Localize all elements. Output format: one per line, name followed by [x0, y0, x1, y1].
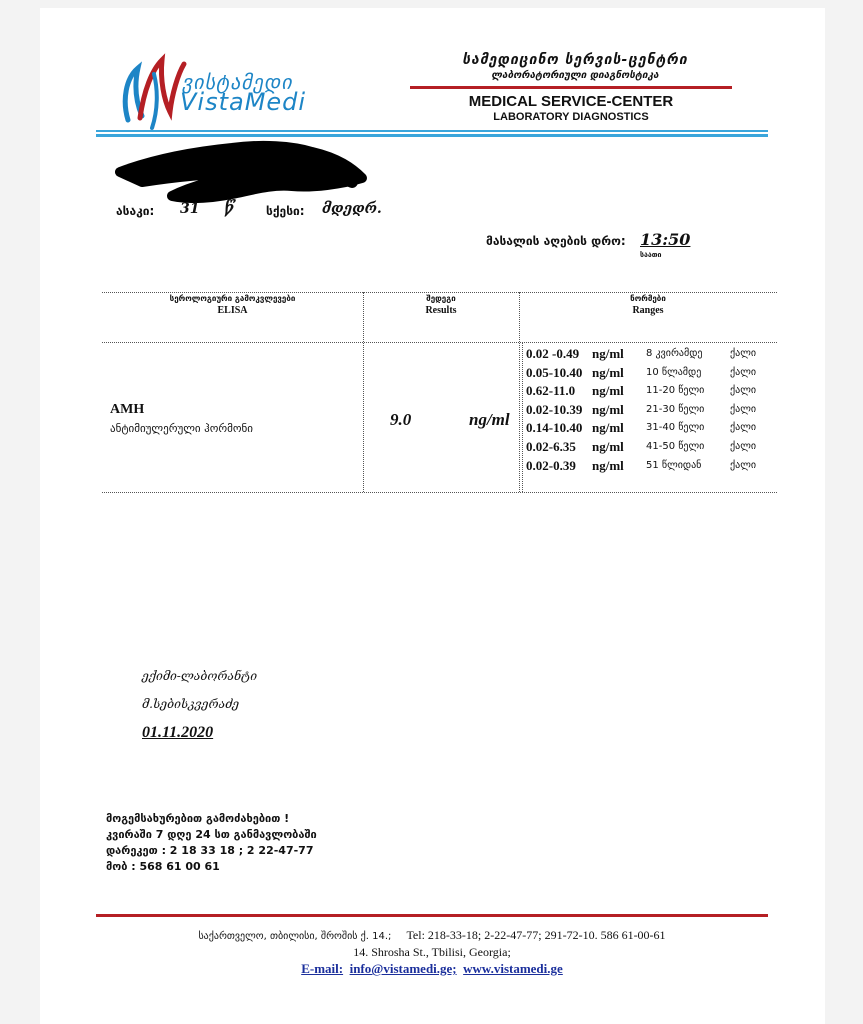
- range-value: 0.02-6.35: [526, 439, 576, 454]
- result-unit: ng/ml: [469, 410, 510, 429]
- age-value: 31: [180, 201, 200, 217]
- range-value: 0.14-10.40: [526, 420, 583, 436]
- table-header-border: [102, 342, 777, 343]
- range-sex: ქალი: [730, 348, 757, 359]
- header-col3-geo: ნორმები: [630, 294, 666, 303]
- website-link[interactable]: www.vistamedi.ge: [463, 961, 563, 976]
- range-sex: ქალი: [730, 403, 757, 415]
- range-row: [526, 346, 776, 364]
- footer-address-geo: საქართველო, თბილისი, შროშის ქ. 14.;: [198, 931, 392, 942]
- footer-red-divider: [96, 914, 768, 917]
- sample-time-label: მასალის აღების დრო:: [486, 234, 626, 248]
- contact-line-2: კვირაში 7 დღე 24 სთ განმავლობაში: [106, 828, 317, 841]
- range-age-group: 8 კვირამდე: [646, 348, 703, 359]
- logo-latin-text: VistaMedi: [180, 88, 307, 116]
- range-unit: ng/ml: [592, 420, 624, 436]
- test-name-georgian: ანტიმიულერული ჰორმონი: [110, 422, 253, 435]
- table-bottom-border: [102, 492, 777, 493]
- range-row: [526, 365, 776, 383]
- redacted-name-mark: [112, 138, 372, 208]
- header-col2-geo: შედეგი: [426, 294, 456, 303]
- range-value: 0.02 -0.49: [526, 346, 580, 361]
- range-unit: ng/ml: [592, 346, 624, 361]
- sex-label: სქესი:: [266, 204, 305, 218]
- range-row: [526, 402, 776, 420]
- header-english-subtitle: LABORATORY DIAGNOSTICS: [493, 111, 649, 123]
- header-blue-divider-thick: [96, 134, 768, 137]
- header-blue-divider: [96, 130, 768, 132]
- range-value: 0.02-0.39: [526, 457, 576, 473]
- sample-time-value: 13:50: [640, 230, 691, 249]
- range-row: [526, 420, 776, 438]
- header-english-title: MEDICAL SERVICE-CENTER: [468, 93, 674, 110]
- lab-technician-name: მ.სებისკვერაძე: [142, 697, 240, 711]
- header-col1-geo: სეროლოგიური გამოკვლევები: [169, 294, 296, 303]
- range-age-group: 41-50 წელი: [646, 441, 705, 452]
- range-sex: ქალი: [730, 459, 757, 471]
- range-age-group: 10 წლამდე: [646, 366, 702, 378]
- contact-line-4: მობ : 568 61 00 61: [106, 860, 220, 873]
- test-name: AMH: [110, 402, 145, 417]
- range-age-group: 21-30 წელი: [646, 403, 705, 415]
- range-sex: ქალი: [730, 385, 757, 397]
- range-unit: ng/ml: [592, 401, 624, 417]
- range-unit: ng/ml: [592, 383, 624, 399]
- range-row: [526, 439, 776, 457]
- table-column-divider-2: [519, 292, 520, 492]
- range-value: 0.02-10.39: [526, 401, 583, 417]
- table-column-divider-1: [363, 292, 364, 492]
- header-georgian-subtitle: ლაბორატორიული დიაგნოსტიკა: [491, 70, 659, 81]
- report-date: 01.11.2020: [142, 724, 214, 741]
- lab-report-page: [40, 8, 825, 1024]
- range-row: [526, 383, 776, 401]
- range-sex: ქალი: [730, 422, 757, 434]
- range-sex: ქალი: [730, 366, 757, 378]
- contact-line-3: დარეკეთ : 2 18 33 18 ; 2 22-47-77: [106, 844, 314, 857]
- footer-address-phones: [96, 928, 768, 943]
- header-red-divider: [410, 86, 732, 89]
- logo-georgian-text: ვისტამედი: [182, 70, 293, 94]
- range-age-group: 51 წლიდან: [646, 459, 702, 471]
- footer-phones: Tel: 218-33-18; 2-22-47-77; 291-72-10. 586 61-00-61: [406, 928, 666, 942]
- range-unit: ng/ml: [592, 439, 624, 454]
- age-label: ასაკი:: [116, 204, 155, 218]
- lab-technician-role: ექიმი-ლაბორანტი: [142, 669, 258, 683]
- sex-value: მდედრ.: [322, 201, 382, 217]
- header-col1-en: ELISA: [217, 305, 248, 316]
- range-age-group: 31-40 წელი: [646, 422, 705, 434]
- email-label: E-mail:: [301, 961, 344, 976]
- table-column-divider-2b: [522, 342, 523, 492]
- header-georgian-title: სამედიცინო სერვის-ცენტრი: [462, 52, 688, 68]
- footer-address-en: 14. Shrosha St., Tbilisi, Georgia;: [353, 945, 511, 959]
- time-unit-label: საათი: [640, 251, 662, 259]
- contact-line-1: მოგემსახურებით გამოძახებით !: [106, 812, 290, 825]
- header-col2-en: Results: [425, 305, 457, 316]
- header-col3-en: Ranges: [632, 305, 664, 316]
- range-unit: ng/ml: [592, 457, 624, 473]
- result-value: 9.0: [390, 410, 412, 429]
- range-row: [526, 458, 776, 476]
- footer-links: [96, 961, 768, 977]
- email-link[interactable]: info@vistamedi.ge;: [349, 961, 457, 976]
- age-unit: წ: [224, 198, 235, 217]
- table-top-border: [102, 292, 777, 293]
- range-unit: ng/ml: [592, 364, 624, 380]
- range-age-group: 11-20 წელი: [646, 385, 705, 397]
- range-sex: ქალი: [730, 441, 757, 452]
- range-value: 0.62-11.0: [526, 383, 576, 399]
- range-value: 0.05-10.40: [526, 364, 583, 380]
